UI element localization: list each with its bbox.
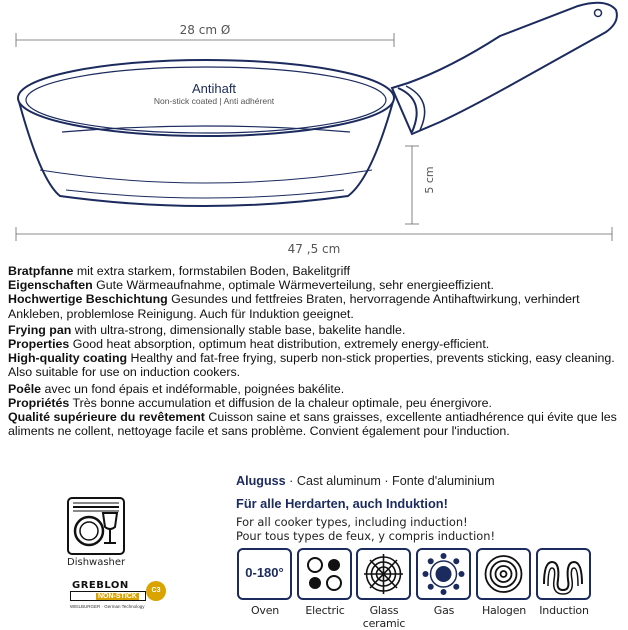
cooker-types-de: Für alle Herdarten, auch Induktion! (236, 496, 448, 511)
gas-flame-icon (416, 548, 471, 600)
description-block (8, 264, 620, 440)
coating-title: Antihaft (191, 81, 237, 96)
halogen-label: Halogen (481, 604, 527, 617)
greblon-footer: WEILBURGER · German Technology (70, 604, 145, 609)
glass-ceramic-icon (356, 548, 411, 600)
coating-subtitle: Non-stick coated | Anti adhérent (153, 96, 275, 106)
cooker-types-fr: Pour tous types de feux, y compris induction! (236, 529, 496, 543)
pan-handle (392, 3, 617, 134)
oven-label: Oven (250, 604, 280, 617)
greblon-brand: GREBLON (72, 580, 129, 591)
halogen-icon (476, 548, 531, 600)
cooker-types-en: For all cooker types, including induction! (236, 515, 468, 529)
length-label: 47 ,5 cm (287, 242, 341, 256)
oven-icon (237, 548, 292, 600)
pan-diagram (0, 0, 628, 262)
material-lead: Aluguss (236, 474, 286, 488)
material-rest: · Cast aluminum · Fonte d'aluminium (285, 474, 495, 488)
material-line (236, 474, 495, 488)
dishwasher-icon (67, 497, 125, 555)
oven-temperature: 0-180° (245, 565, 284, 580)
glass-ceramic-label: Glass ceramic (362, 604, 406, 630)
dishwasher-label: Dishwasher (67, 557, 126, 568)
gas-label: Gas (433, 604, 455, 617)
electric-label: Electric (305, 604, 345, 617)
description-de: Bratpfanne mit extra starkem, formstabilen Boden, Bakelitgriff Eigenschaften Gute Wärmeaufnahme, optimale Wärmeverteilung, sehr energieeffizient. Hochwertige Beschichtung Gesundes und fettfreies Braten, hervorragende Antihaftwirkung, verhindert Ankleben, problemlose Reinigung. Auch für Induktion geeignet. (8, 264, 580, 321)
greblon-product: NON-STICK (98, 593, 137, 600)
electric-hob-icon (297, 548, 352, 600)
induction-coil-icon (536, 548, 591, 600)
height-label: 5 cm (423, 166, 436, 194)
greblon-badge: C3 (146, 581, 166, 601)
description-fr: Poêle avec un fond épais et indéformable, poignées bakélite. Propriétés Très bonne accumulation et diffusion de la chaleur optimale, peu énergivore. Qualité supérieure du revêtement Cuisson saine et sans graisses, excellente antiadhérence qui évite que les aliments ne collent, nettoyage facile et sans problème. Convient également pour l'induction. (8, 381, 617, 439)
induction-label: Induction (539, 604, 589, 617)
greblon-logo (66, 574, 162, 614)
diameter-label: 28 cm Ø (179, 23, 231, 37)
description-en: Frying pan with ultra-strong, dimensionally stable base, bakelite handle. Properties Good heat absorption, optimum heat distribution, extremely energy-efficient. High-quality coating Healthy and fat-free frying, superb non-stick properties, prevents sticking, easy cleaning. Also suitable for use on induction cookers. (8, 322, 615, 380)
